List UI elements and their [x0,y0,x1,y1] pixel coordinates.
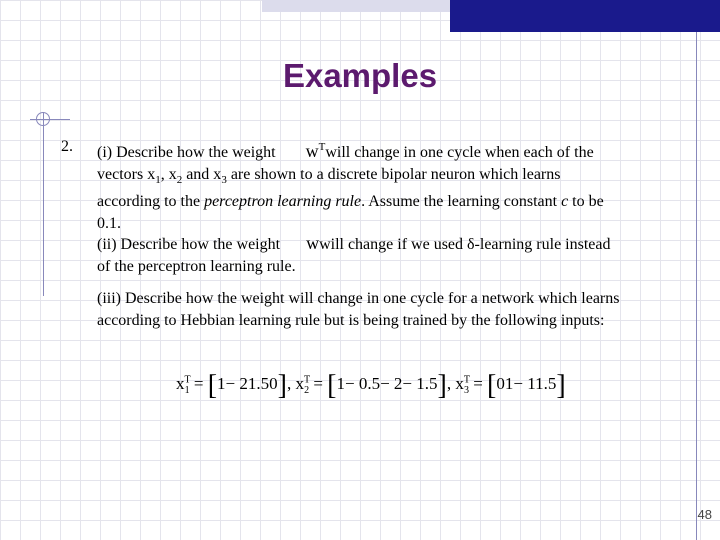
part-ii-text: (ii) Describe how the weight wwill change if we used δ-learning rule instead of the perceptron learning rule. [97,233,611,275]
part-i-suffix: will change in one cycle when each of the [325,144,594,161]
header-light-bar [262,0,450,12]
header-dark-bar [450,0,720,32]
item-number: 2. [61,138,73,155]
part-i-weight-symbol: $w^T$ [305,141,326,161]
part-iii-text: (iii) Describe how the weight will change in one cycle for a network which learns according to Hebbian learning rule but is being trained by the following inputs: [97,290,620,329]
crosshair-circle-icon [36,112,50,126]
right-rule-line [696,32,697,540]
part-i-text: (i) Describe how the weight $w^Twill$ change in one cycle when each of the vectors $x_1$, $x_2$ and $x_3$ are shown to a discrete bipolar neuron which learns according to the perceptron learning rule. Assume the learning constant c to be 0.1. [97,141,604,232]
part-i-prefix: (i) Describe how the weight [97,144,276,161]
part-ii-weight-symbol: w [306,233,320,253]
slide-title: Examples [282,57,438,94]
left-rule-line [43,112,44,296]
input-vectors-equation: $x^T_1 = [1- 21.50]$, $x^T_2 = [1- 0.5- 2- 1.5]$, $x^T_3 = [01- 11.5]$ [176,370,566,401]
page-number: 48 [697,507,712,522]
